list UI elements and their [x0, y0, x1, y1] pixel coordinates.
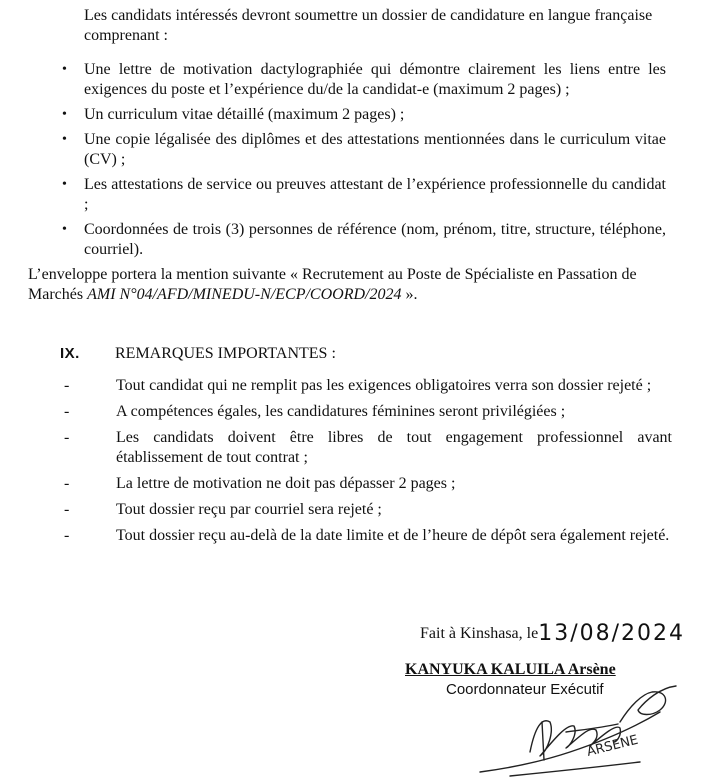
section-title: REMARQUES IMPORTANTES :	[115, 345, 336, 362]
place-date-line	[420, 622, 685, 644]
envelope-reference: AMI N°04/AFD/MINEDU-N/ECP/COORD/2024	[87, 286, 402, 303]
list-item-text: Tout dossier reçu par courriel sera rejeté ;	[116, 501, 382, 518]
signature-text: ARSENE	[585, 732, 640, 760]
signer-name: KANYUKA KALUILA Arsène	[405, 661, 616, 678]
requirements-list	[0, 60, 711, 265]
section-heading	[60, 344, 660, 364]
list-item	[0, 500, 672, 520]
bullet-icon: •	[62, 132, 67, 147]
list-item	[0, 428, 672, 468]
list-item-text: Tout candidat qui ne remplit pas les exigences obligatoires verra son dossier rejeté ;	[116, 377, 652, 394]
list-item-text: La lettre de motivation ne doit pas dépasser 2 pages ;	[116, 475, 456, 492]
list-item-text: Une copie légalisée des diplômes et des attestations mentionnées dans le curriculum vitae (CV) ;	[84, 131, 666, 168]
bullet-icon: •	[62, 62, 67, 77]
list-item	[0, 105, 666, 125]
list-item	[0, 220, 666, 260]
envelope-text-end: ».	[401, 286, 418, 303]
list-item	[0, 376, 672, 396]
dash-icon: -	[64, 527, 70, 544]
list-item-text: Une lettre de motivation dactylographiée qui démontre clairement les liens entre les exigences du poste et l’expérience du/de la candidat-e (maximum 2 pages) ;	[84, 61, 666, 98]
handwritten-signature-icon	[470, 672, 690, 780]
bullet-icon: •	[62, 107, 67, 122]
remarks-list	[0, 376, 711, 552]
bullet-icon: •	[62, 177, 67, 192]
list-item	[0, 130, 666, 170]
dash-icon: -	[64, 377, 70, 394]
envelope-paragraph	[28, 265, 688, 305]
dash-icon: -	[64, 429, 70, 446]
handwritten-date: 13/08/2024	[538, 621, 686, 646]
envelope-text: L’enveloppe portera la mention suivante « Recrutement au Poste de Spécialiste en Passation de Marchés	[28, 266, 637, 303]
list-item	[0, 60, 666, 100]
list-item	[0, 402, 672, 422]
list-item-text: Les attestations de service ou preuves attestant de l’expérience professionnelle du candidat ;	[84, 176, 666, 213]
signer-title: Coordonnateur Exécutif	[446, 681, 604, 698]
dash-icon: -	[64, 501, 70, 518]
list-item-text: A compétences égales, les candidatures féminines seront privilégiées ;	[116, 403, 566, 420]
dash-icon: -	[64, 403, 70, 420]
list-item	[0, 474, 672, 494]
dash-icon: -	[64, 475, 70, 492]
list-item	[0, 526, 672, 546]
section-number: IX.	[60, 345, 80, 362]
list-item-text: Coordonnées de trois (3) personnes de référence (nom, prénom, titre, structure, téléphone, courriel).	[84, 221, 666, 258]
list-item-text: Les candidats doivent être libres de tout engagement professionnel avant établissement de tout contrat ;	[116, 429, 672, 466]
list-item	[0, 175, 666, 215]
list-item-text: Tout dossier reçu au-delà de la date limite et de l’heure de dépôt sera également rejeté.	[116, 527, 670, 544]
place-label: Fait à Kinshasa, le	[420, 625, 539, 642]
bullet-icon: •	[62, 222, 67, 237]
intro-paragraph: Les candidats intéressés devront soumettre un dossier de candidature en langue française comprenant :	[84, 7, 653, 44]
list-item-text: Un curriculum vitae détaillé (maximum 2 pages) ;	[84, 106, 405, 123]
